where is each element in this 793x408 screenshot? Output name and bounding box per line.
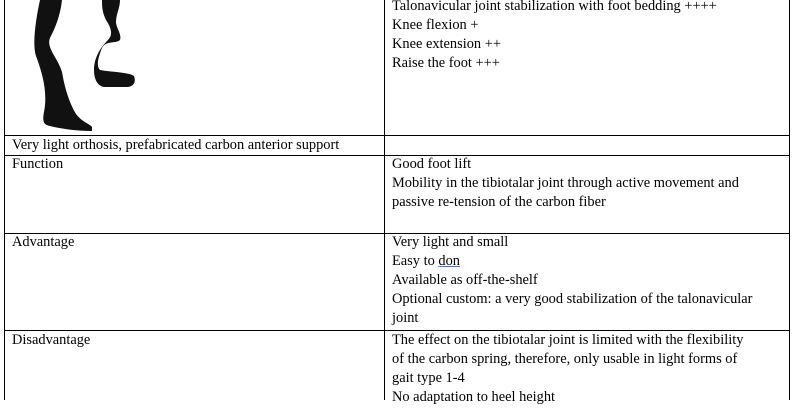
orthosis-shell-right [94, 0, 135, 87]
advantage-line: Available as off-the-shelf [392, 272, 538, 288]
disadvantage-line: of the carbon spring, therefore, only usable in light forms of [392, 351, 738, 367]
advantage-line [392, 252, 460, 272]
orthosis-shell-left [34, 0, 92, 131]
row-label-function: Function [12, 156, 64, 172]
effect-line: Talonavicular joint stabilization with foot bedding ++++ [392, 0, 717, 14]
advantage-don-prefix: Easy to [392, 253, 439, 269]
table-border-left [4, 0, 5, 400]
section-title: Very light orthosis, prefabricated carbon anterior support [12, 137, 340, 153]
advantage-line: joint [392, 310, 419, 326]
orthosis-illustration [10, 0, 210, 135]
disadvantage-line: gait type 1-4 [392, 370, 465, 386]
effect-line: Knee extension ++ [392, 36, 501, 52]
function-line: passive re-tension of the carbon fiber [392, 194, 606, 210]
effect-line: Raise the foot +++ [392, 55, 500, 71]
advantage-line: Optional custom: a very good stabilization of the talonavicular [392, 291, 753, 307]
table-column-divider [384, 0, 385, 400]
function-line: Good foot lift [392, 156, 472, 172]
disadvantage-line: The effect on the tibiotalar joint is limited with the flexibility [392, 332, 744, 348]
row-label-advantage: Advantage [12, 234, 75, 250]
function-line: Mobility in the tibiotalar joint through active movement and [392, 175, 739, 191]
advantage-line: Very light and small [392, 234, 509, 250]
spellcheck-word: don [438, 253, 460, 269]
table-border-right [789, 0, 790, 400]
row-label-disadvantage: Disadvantage [12, 332, 91, 348]
effect-line: Knee flexion + [392, 17, 479, 33]
disadvantage-line: No adaptation to heel height [392, 389, 556, 405]
